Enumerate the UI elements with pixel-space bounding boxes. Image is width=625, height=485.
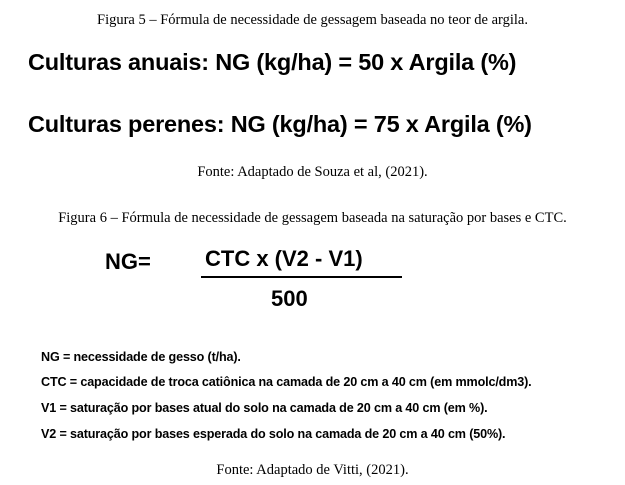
figure-5-caption: Figura 5 – Fórmula de necessidade de gessagem baseada no teor de argila. bbox=[97, 12, 528, 28]
formula-perennial-crops: Culturas perenes: NG (kg/ha) = 75 x Argila (%) bbox=[28, 111, 532, 137]
legend-ctc: CTC = capacidade de troca catiônica na camada de 20 cm a 40 cm (em mmolc/dm3). bbox=[41, 375, 532, 389]
legend-v2: V2 = saturação por bases esperada do solo na camada de 20 cm a 40 cm (50%). bbox=[41, 427, 506, 441]
formula-annual-crops: Culturas anuais: NG (kg/ha) = 50 x Argila (%) bbox=[28, 49, 517, 75]
figure-5-source: Fonte: Adaptado de Souza et al, (2021). bbox=[197, 164, 428, 180]
figure-6-source: Fonte: Adaptado de Vitti, (2021). bbox=[216, 462, 409, 478]
ng-label: NG= bbox=[105, 249, 151, 274]
fraction-line bbox=[201, 276, 402, 278]
legend-v1: V1 = saturação por bases atual do solo na camada de 20 cm a 40 cm (em %). bbox=[41, 401, 488, 415]
fraction-denominator: 500 bbox=[271, 286, 308, 311]
legend-ng: NG = necessidade de gesso (t/ha). bbox=[41, 350, 241, 364]
figure-6-caption: Figura 6 – Fórmula de necessidade de gessagem baseada na saturação por bases e CTC. bbox=[58, 210, 567, 226]
fraction-numerator: CTC x (V2 - V1) bbox=[205, 246, 363, 271]
